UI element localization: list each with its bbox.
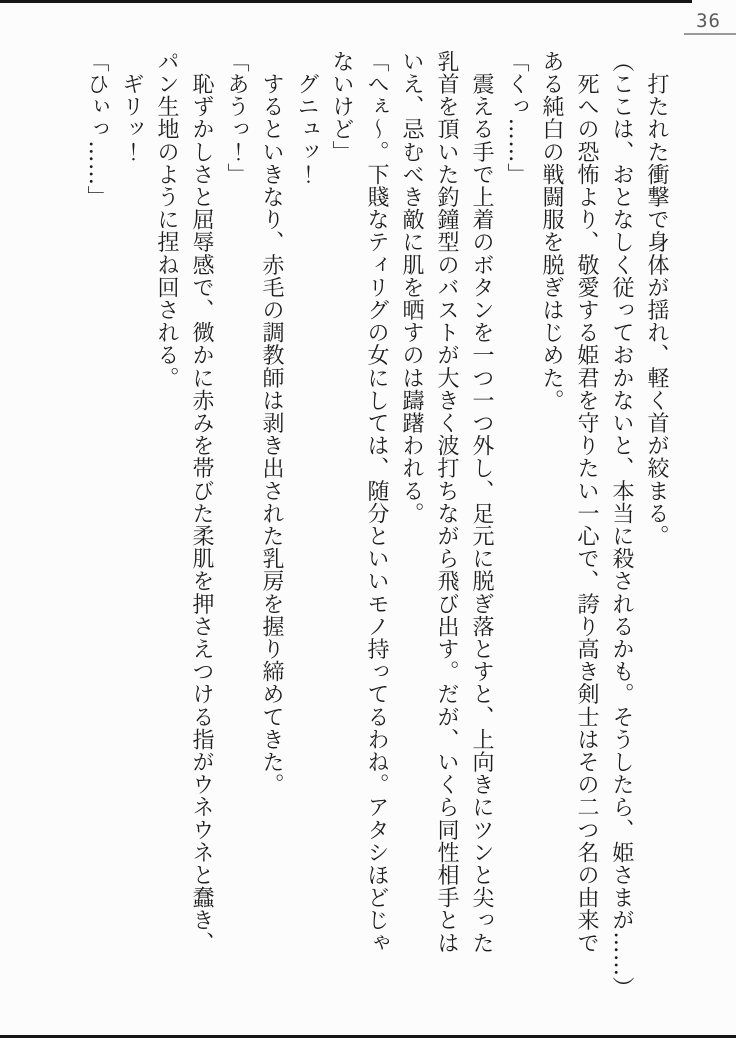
text-line: ないけど」 [329,50,354,163]
text-line: 打たれた衝撃で身体が揺れ、軽く首が絞まる。 [644,50,669,548]
text-line: ある純白の戦闘服を脱ぎはじめた。 [539,50,564,412]
text-line: 死への恐怖より、敬愛する姫君を守りたい一心で、誇り高き剣士はその二つ名の由来で [574,50,599,954]
text-line: いえ、忌むべき敵に肌を晒すのは躊躇われる。 [399,50,424,525]
text-line: 「あうっ！」 [224,50,249,186]
page-number-rule [684,33,736,35]
text-line: 「くっ……」 [504,50,529,186]
text-line: するといきなり、赤毛の調教師は剥き出された乳房を握り締めてきた。 [259,50,284,796]
text-line: パン生地のように捏ね回される。 [154,50,179,389]
page-number: 36 [696,10,721,32]
body-text [79,50,674,1000]
text-line: ギリッ！ [119,50,144,163]
text-line: 「ひぃっ……」 [84,50,109,209]
text-line: グニュッ！ [294,50,319,186]
text-line: （ここは、おとなしく従っておかないと、本当に殺されるかも。そうしたら、姫さまが……） [609,50,634,1000]
text-line: 「へぇ〜。下賤なティリグの女にしては、随分といいモノ持ってるわね。アタシほどじゃ [364,50,389,954]
top-border-rule [0,0,692,3]
text-line: 恥ずかしさと屈辱感で、微かに赤みを帯びた柔肌を押さえつける指がウネウネと蠢き、 [189,50,214,954]
text-line: 震える手で上着のボタンを一つ一つ外し、足元に脱ぎ落とすと、上向きにツンと尖った [469,50,494,954]
text-line: 乳首を頂いた釣鐘型のバストが大きく波打ちながら飛び出す。だが、いくら同性相手とは [434,50,459,954]
